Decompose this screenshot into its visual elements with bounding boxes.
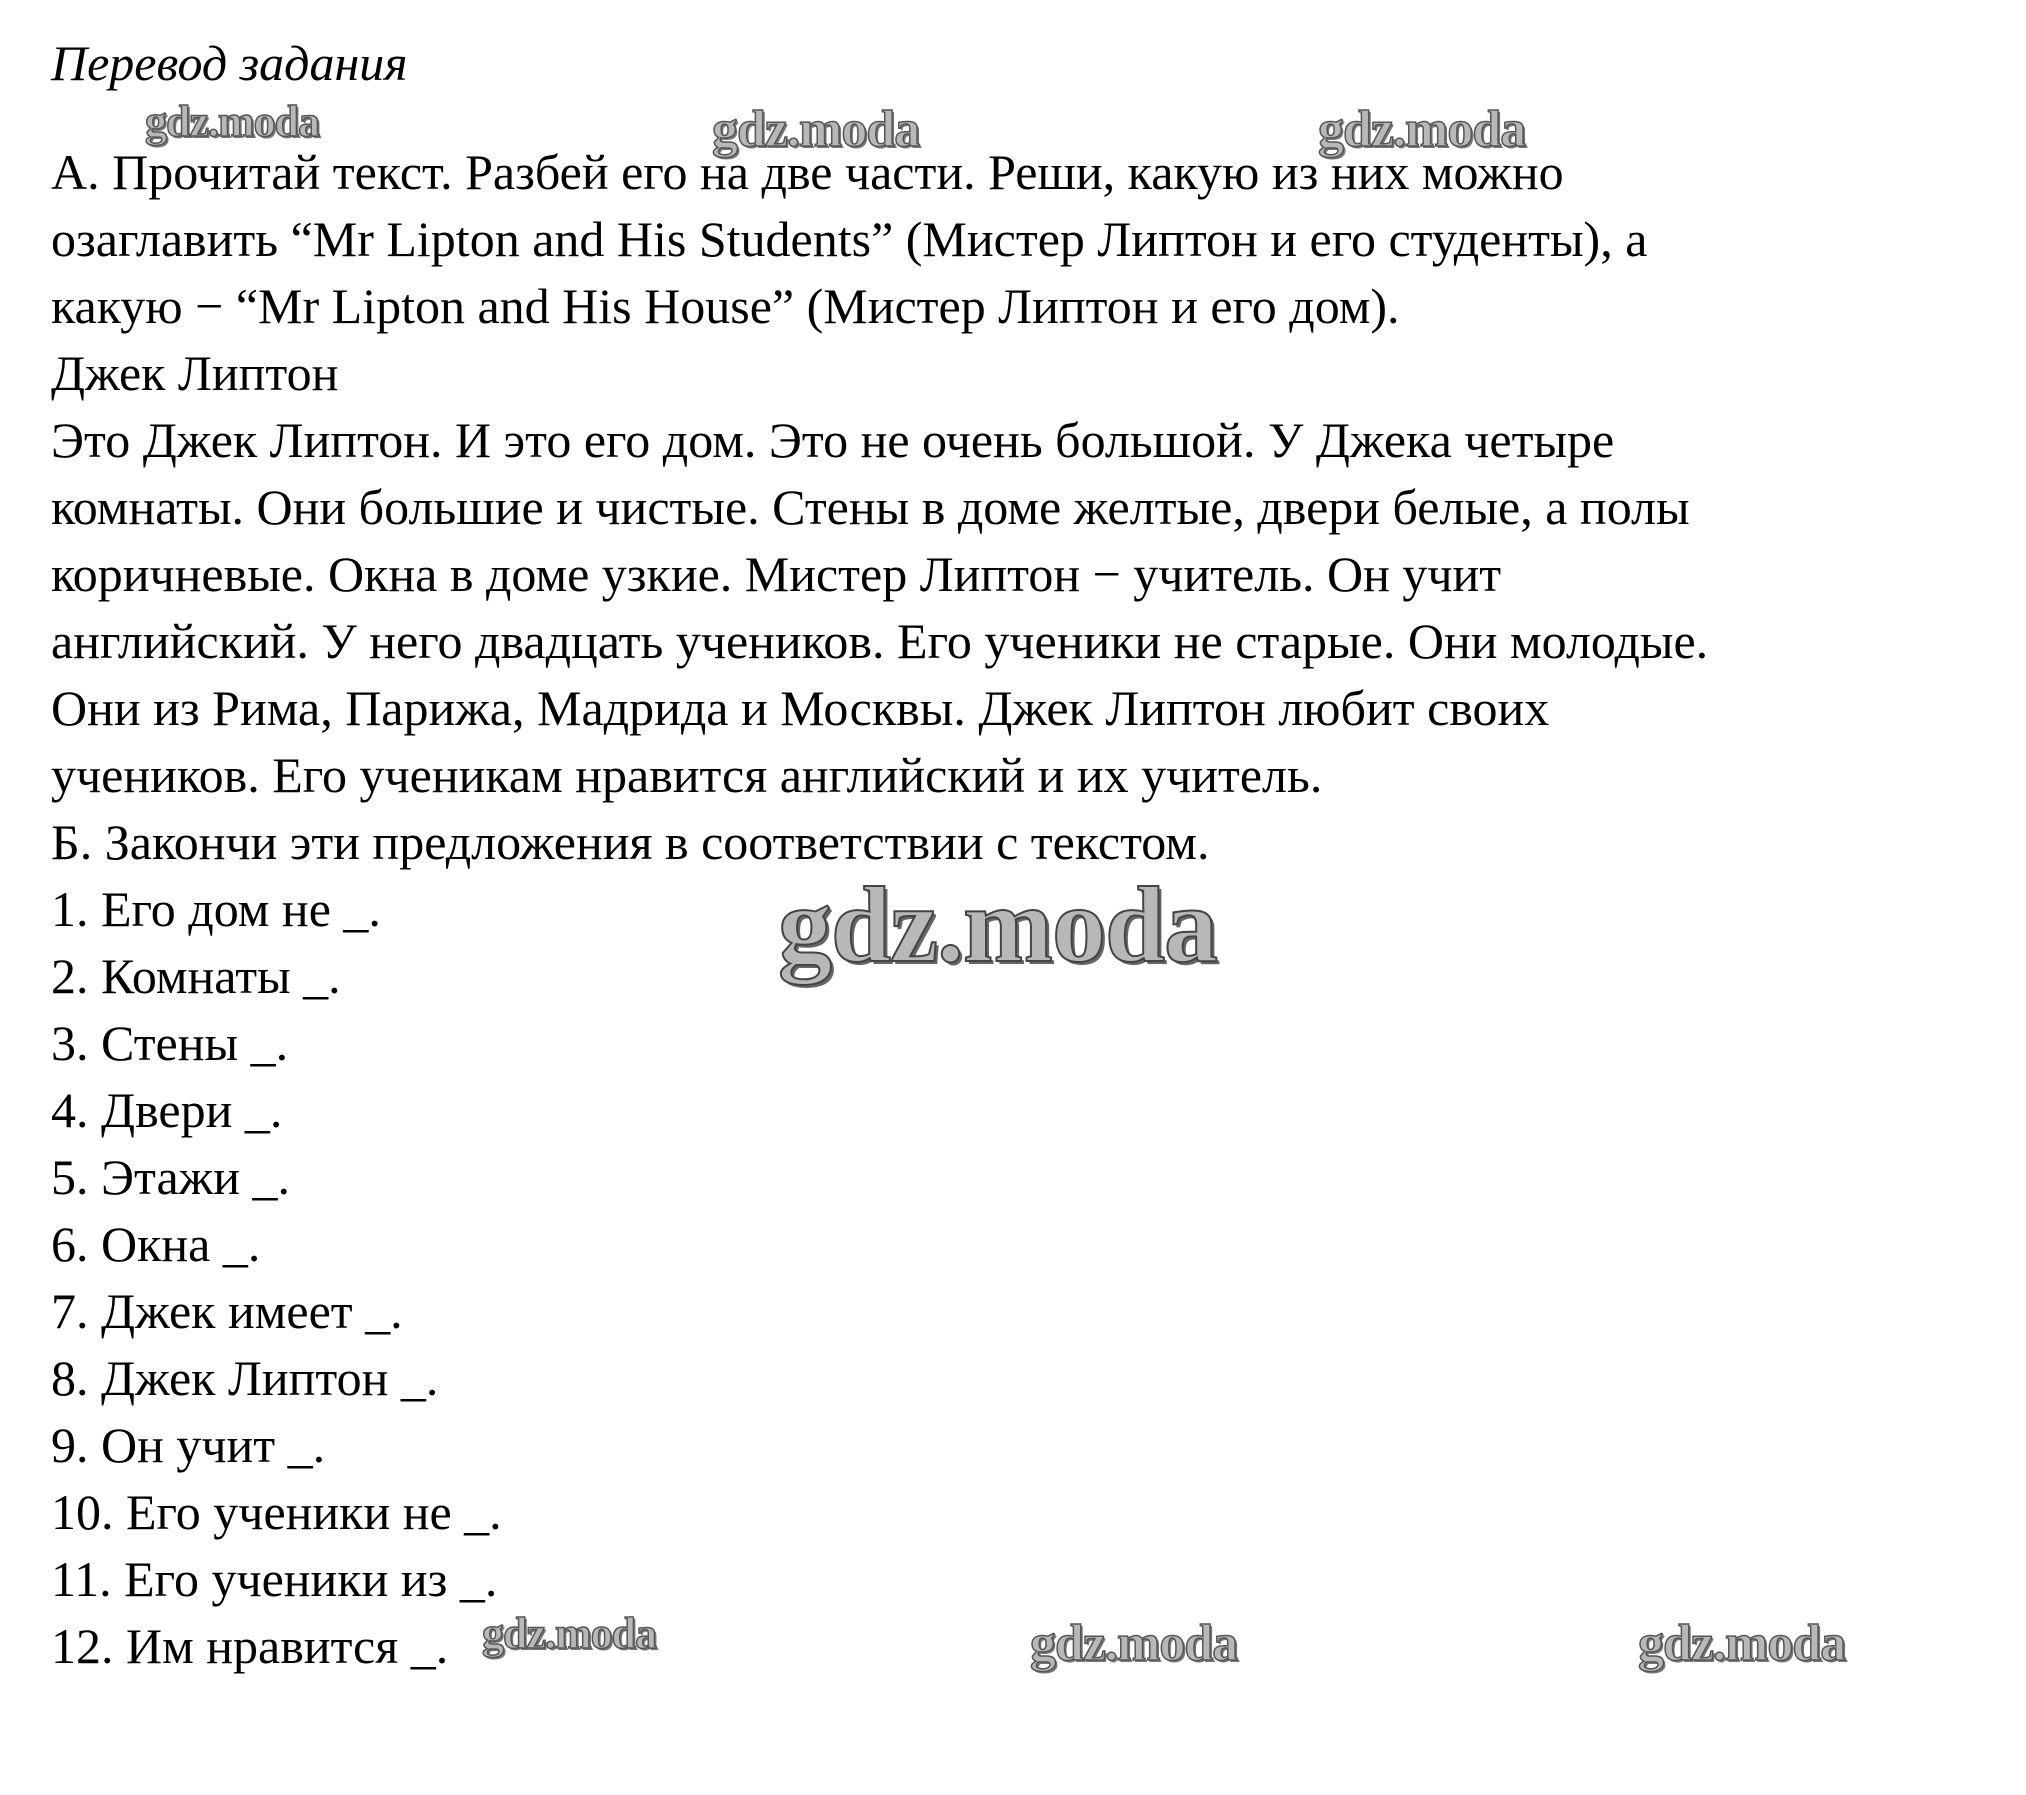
story-title: Джек Липтон [51,345,339,401]
task-a-line-3: какую − “Mr Lipton and His House” (Мистер Липтон и его дом). [51,278,1400,334]
story-line-1: Это Джек Липтон. И это его дом. Это не очень большой. У Джека четыре [51,412,1615,468]
sentence-11: 11. Его ученики из _. [51,1551,498,1607]
sentence-6: 6. Окна _. [51,1216,261,1272]
story-line-6: учеников. Его ученикам нравится английский и их учитель. [51,747,1323,803]
watermark-top-right: gdz.moda [1318,101,1526,158]
watermark-bottom-right: gdz.moda [1638,1615,1846,1672]
watermark-top-left: gdz.moda [145,97,320,146]
watermark-bottom-left: gdz.moda [482,1609,657,1658]
watermark-top-center: gdz.moda [712,101,920,158]
story-line-5: Они из Рима, Парижа, Мадрида и Москвы. Джек Липтон любит своих [51,680,1550,736]
sentence-7: 7. Джек имеет _. [51,1283,403,1339]
sentence-9: 9. Он учит _. [51,1417,326,1473]
task-a-line-2: озаглавить “Mr Lipton and His Students” (Мистер Липтон и его студенты), а [51,211,1648,267]
page-heading: Перевод задания [51,35,408,91]
sentence-1: 1. Его дом не _. [51,881,381,937]
sentence-12: 12. Им нравится _. [51,1618,449,1674]
sentence-3: 3. Стены _. [51,1015,289,1071]
sentence-4: 4. Двери _. [51,1082,283,1138]
sentence-5: 5. Этажи _. [51,1149,290,1205]
sentence-10: 10. Его ученики не _. [51,1484,502,1540]
sentence-2: 2. Комнаты _. [51,948,341,1004]
watermark-bottom-center: gdz.moda [1030,1615,1238,1672]
story-line-4: английский. У него двадцать учеников. Его ученики не старые. Они молодые. [51,613,1709,669]
task-b-instruction: Б. Закончи эти предложения в соответствии с текстом. [51,814,1210,870]
story-line-3: коричневые. Окна в доме узкие. Мистер Липтон − учитель. Он учит [51,546,1502,602]
story-line-2: комнаты. Они большие и чистые. Стены в доме желтые, двери белые, а полы [51,479,1690,535]
task-a-line-1: А. Прочитай текст. Разбей его на две части. Реши, какую из них можно [51,144,1564,200]
sentence-8: 8. Джек Липтон _. [51,1350,439,1406]
watermark-center-large: gdz.moda [778,866,1218,985]
